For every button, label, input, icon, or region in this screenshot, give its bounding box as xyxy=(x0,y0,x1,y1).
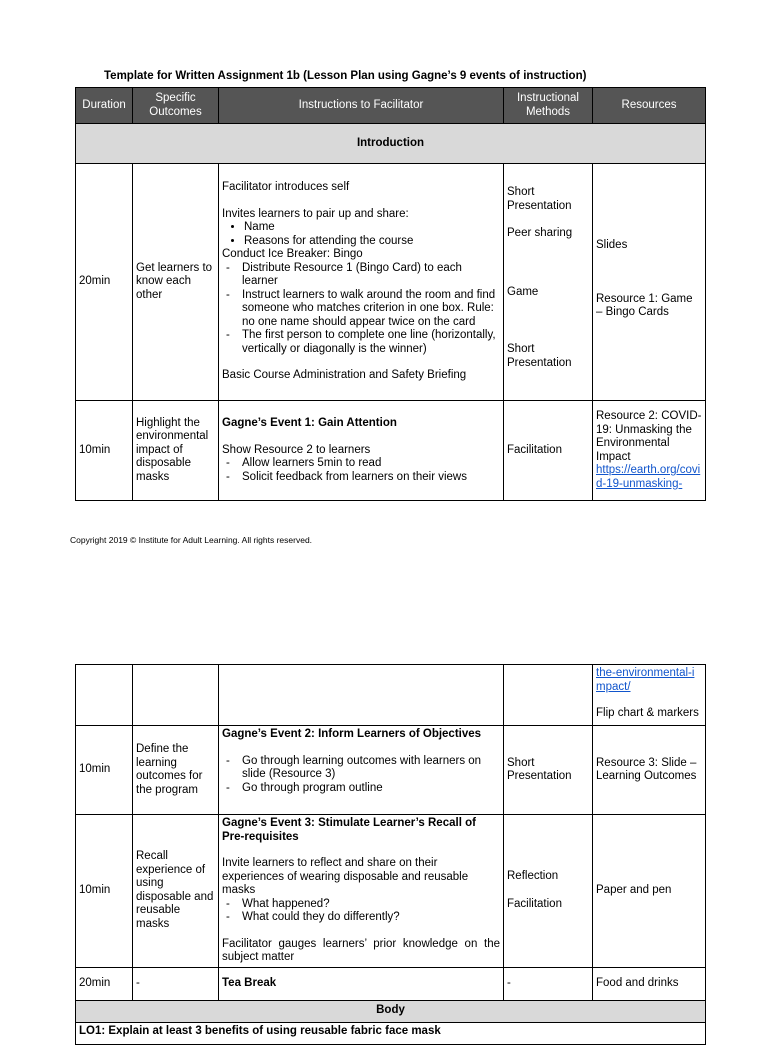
dash-item: - Solicit feedback from learners on their views xyxy=(242,471,500,485)
outcome-cell: - xyxy=(133,967,219,1000)
resources-cell xyxy=(593,401,706,501)
table-row xyxy=(76,967,706,1000)
resources-cell: Paper and pen xyxy=(593,815,706,968)
event-heading: Gagne’s Event 1: Gain Attention xyxy=(222,417,397,429)
instructions-cell xyxy=(219,726,504,815)
resources-cell: Resource 3: Slide – Learning Outcomes xyxy=(593,726,706,815)
instructions-cell xyxy=(219,665,504,726)
resource-item: Flip chart & markers xyxy=(596,707,699,719)
table-row xyxy=(76,665,706,726)
method-item: Short Presentation xyxy=(507,343,572,369)
instructions-cell xyxy=(219,164,504,401)
section-body: Body xyxy=(76,1000,706,1022)
instructions-cell: Tea Break xyxy=(219,967,504,1000)
dash-item: - Distribute Resource 1 (Bingo Card) to each learner xyxy=(242,262,500,289)
instruction-line: Conduct Ice Breaker: Bingo xyxy=(222,248,363,261)
instructions-cell xyxy=(219,401,504,501)
dash-item: - Instruct learners to walk around the room and find someone who matches criterion in one box. Rule: no one name should appear twice on the card xyxy=(242,289,500,330)
duration-cell: 10min xyxy=(76,401,133,501)
bullet-item: • Reasons for attending the course xyxy=(244,235,500,249)
outcome-cell: Recall experience of using disposable and reusable masks xyxy=(133,815,219,968)
instruction-line: Invites learners to pair up and share: xyxy=(222,207,409,220)
instruction-line: Facilitator gauges learners’ prior knowledge on the subject matter xyxy=(222,937,500,963)
methods-cell: Facilitation xyxy=(504,401,593,501)
method-item: Game xyxy=(507,285,539,298)
instruction-line: Invite learners to reflect and share on their experiences of wearing disposable and reusable masks xyxy=(222,857,469,896)
header-methods: Instructional Methods xyxy=(504,88,593,124)
instruction-line: Show Resource 2 to learners xyxy=(222,443,371,456)
section-introduction: Introduction xyxy=(76,124,706,164)
methods-cell: - xyxy=(504,967,593,1000)
method-item: Reflection xyxy=(507,870,559,883)
outcome-cell: Get learners to know each other xyxy=(133,164,219,401)
method-item: Facilitation xyxy=(507,897,562,910)
event-heading: Gagne’s Event 2: Inform Learners of Objectives xyxy=(222,728,482,740)
table-header-row xyxy=(76,88,706,124)
instructions-cell xyxy=(219,815,504,968)
dash-item: - Go through program outline xyxy=(242,782,500,796)
table-row xyxy=(76,164,706,401)
event-heading: Gagne’s Event 3: Stimulate Learner’s Recall of Pre-requisites xyxy=(222,817,476,843)
header-outcomes: Specific Outcomes xyxy=(133,88,219,124)
dash-item: - Go through learning outcomes with learners on slide (Resource 3) xyxy=(242,755,500,782)
copyright-footer: Copyright 2019 © Institute for Adult Learning. All rights reserved. xyxy=(70,535,313,545)
method-item: Short Presentation xyxy=(507,186,572,212)
header-instructions: Instructions to Facilitator xyxy=(219,88,504,124)
methods-cell xyxy=(504,815,593,968)
duration-cell xyxy=(76,665,133,726)
resources-cell xyxy=(593,665,706,726)
resource-item: Slides xyxy=(596,239,628,251)
instruction-line: Facilitator introduces self xyxy=(222,181,350,194)
duration-cell: 20min xyxy=(76,164,133,401)
resources-cell xyxy=(593,164,706,401)
dash-item: - What happened? xyxy=(242,898,500,912)
bullet-item: • Name xyxy=(244,221,500,235)
dash-item: - What could they do differently? xyxy=(242,911,500,925)
method-item: Peer sharing xyxy=(507,227,573,239)
methods-cell xyxy=(504,164,593,401)
lesson-plan-table-page2 xyxy=(75,664,706,1045)
resource-item: Resource 1: Game – Bingo Cards xyxy=(596,292,693,318)
outcome-cell xyxy=(133,665,219,726)
table-row xyxy=(76,401,706,501)
header-resources: Resources xyxy=(593,88,706,124)
lesson-plan-table-page1 xyxy=(75,87,706,501)
dash-item: - Allow learners 5min to read xyxy=(242,457,500,471)
table-row xyxy=(76,726,706,815)
header-duration: Duration xyxy=(76,88,133,124)
outcome-cell: Highlight the environmental impact of disposable masks xyxy=(133,401,219,501)
methods-cell: Short Presentation xyxy=(504,726,593,815)
dash-item: - The first person to complete one line (horizontally, vertically or diagonally is the winner) xyxy=(242,329,500,356)
outcome-cell: Define the learning outcomes for the program xyxy=(133,726,219,815)
duration-cell: 10min xyxy=(76,726,133,815)
learning-outcome-row: LO1: Explain at least 3 benefits of using reusable fabric face mask xyxy=(76,1022,706,1044)
duration-cell: 10min xyxy=(76,815,133,968)
resource-link[interactable]: https://earth.org/covid-19-unmasking- xyxy=(596,464,701,490)
resource-link[interactable]: the-environmental-impact/ xyxy=(596,667,695,693)
methods-cell xyxy=(504,665,593,726)
resource-item: Resource 2: COVID-19: Unmasking the Environmental Impact xyxy=(596,410,702,463)
instruction-line: Basic Course Administration and Safety Briefing xyxy=(222,369,467,382)
document-title: Template for Written Assignment 1b (Lesson Plan using Gagne’s 9 events of instruction) xyxy=(104,70,587,82)
table-row xyxy=(76,815,706,968)
duration-cell: 20min xyxy=(76,967,133,1000)
resources-cell: Food and drinks xyxy=(593,967,706,1000)
